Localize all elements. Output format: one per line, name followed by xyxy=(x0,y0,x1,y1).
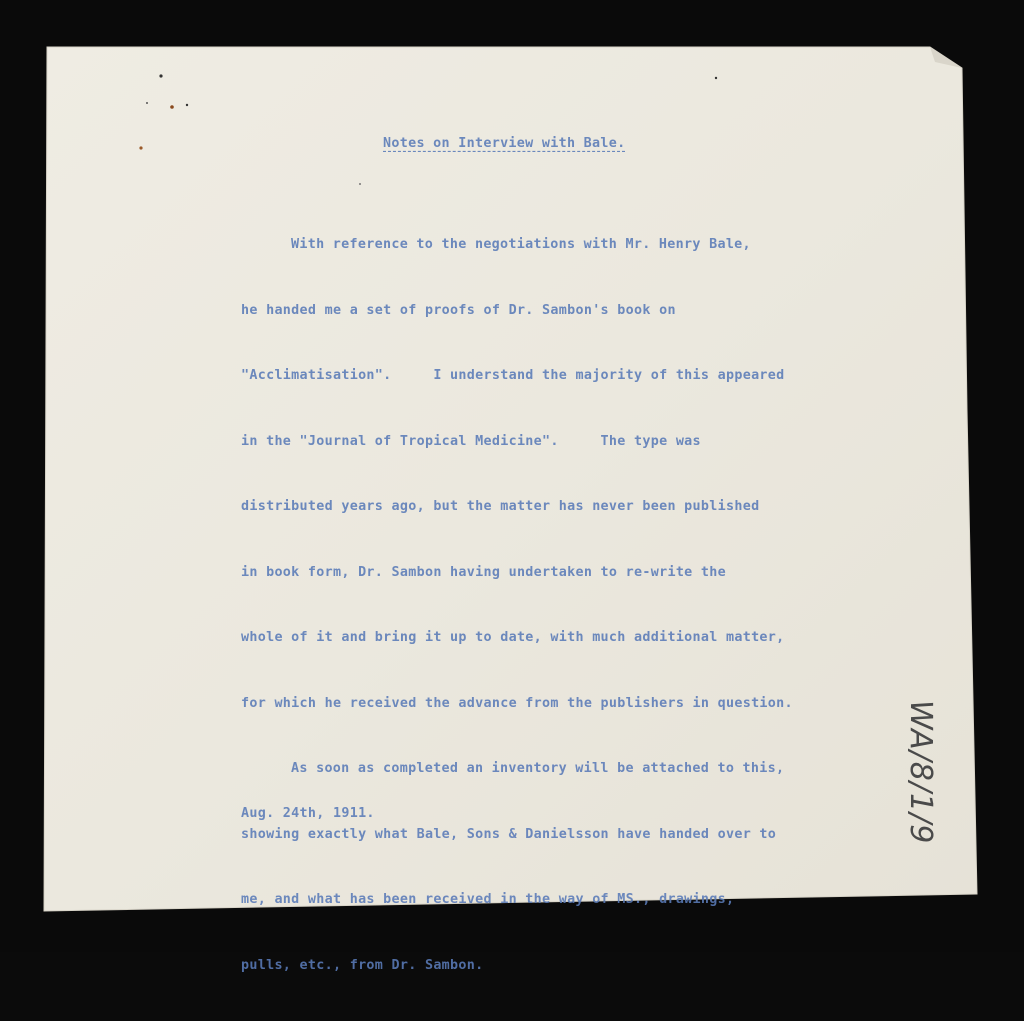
text-line: pulls, etc., from Dr. Sambon. xyxy=(241,957,484,973)
text-line: whole of it and bring it up to date, with much additional matter, xyxy=(241,630,785,645)
text-line: As soon as completed an inventory will be attached to this, xyxy=(291,761,785,776)
text-line: for which he received the advance from the publishers in question. xyxy=(241,695,793,711)
letter-body xyxy=(241,205,793,1021)
text-line: showing exactly what Bale, Sons & Danielsson have handed over to xyxy=(241,826,777,842)
text-line: in the "Journal of Tropical Medicine". The type was xyxy=(241,433,701,449)
document-date: Aug. 24th, 1911. xyxy=(241,806,375,821)
text-line: he handed me a set of proofs of Dr. Sambon's book on xyxy=(241,302,676,318)
text-line: in book form, Dr. Sambon having undertaken to re-write the xyxy=(241,564,726,580)
handwritten-reference: WA/8/1/9 xyxy=(903,700,938,845)
text-line: me, and what has been received in the way of MS., drawings, xyxy=(241,892,735,907)
text-line: With reference to the negotiations with Mr. Henry Bale, xyxy=(291,237,751,252)
text-line: "Acclimatisation". I understand the majority of this appeared xyxy=(241,368,785,383)
page-title: Notes on Interview with Bale. xyxy=(383,136,626,151)
text-line: distributed years ago, but the matter has never been published xyxy=(241,499,760,514)
